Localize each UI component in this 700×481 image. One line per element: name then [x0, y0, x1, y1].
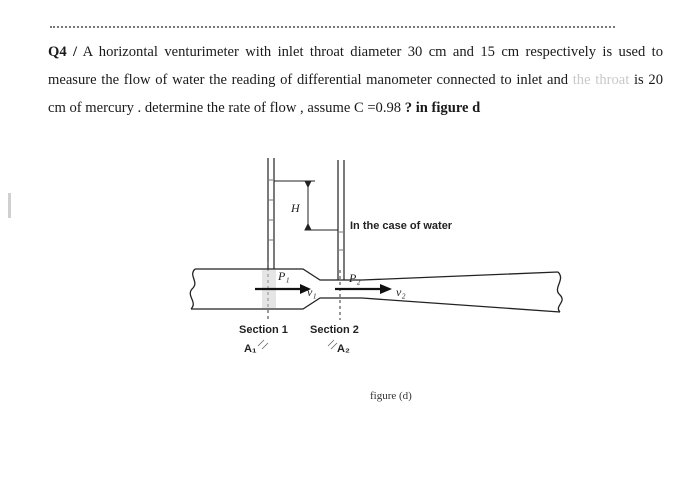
v1-label: v₁	[307, 285, 317, 299]
p1-label: P₁	[278, 269, 290, 283]
h-label: H	[291, 201, 300, 215]
question-emphasis: ? in figure d	[404, 100, 481, 116]
water-note: In the case of water	[350, 220, 453, 232]
section2-label: Section 2	[310, 324, 359, 336]
question-faded-text: the throat	[572, 72, 630, 88]
area-hatch-marks	[258, 340, 337, 349]
manometer-tubes	[268, 158, 344, 280]
a2-label: A₂	[337, 343, 350, 355]
p2-label: P₂	[349, 271, 361, 285]
question-label: Q4 /	[48, 44, 78, 60]
v2-label: v₂	[396, 285, 406, 299]
water-column-hatch	[269, 180, 343, 250]
a1-label: A₁	[244, 343, 257, 355]
arrow-head-v2	[380, 284, 392, 294]
section1-label: Section 1	[239, 324, 288, 336]
pipe-outline	[190, 269, 562, 312]
question-body-2: is 20 cm of mercury . determine the rate of flow , assume C =0.98	[48, 72, 663, 116]
figure-caption: figure (d)	[370, 390, 412, 402]
question-body-1: A horizontal venturimeter with inlet throat diameter 30 cm and 15 cm respectively is used to measure the flow of water the reading of differential manometer connected to inlet and	[48, 44, 663, 88]
h-dimension	[274, 181, 338, 230]
